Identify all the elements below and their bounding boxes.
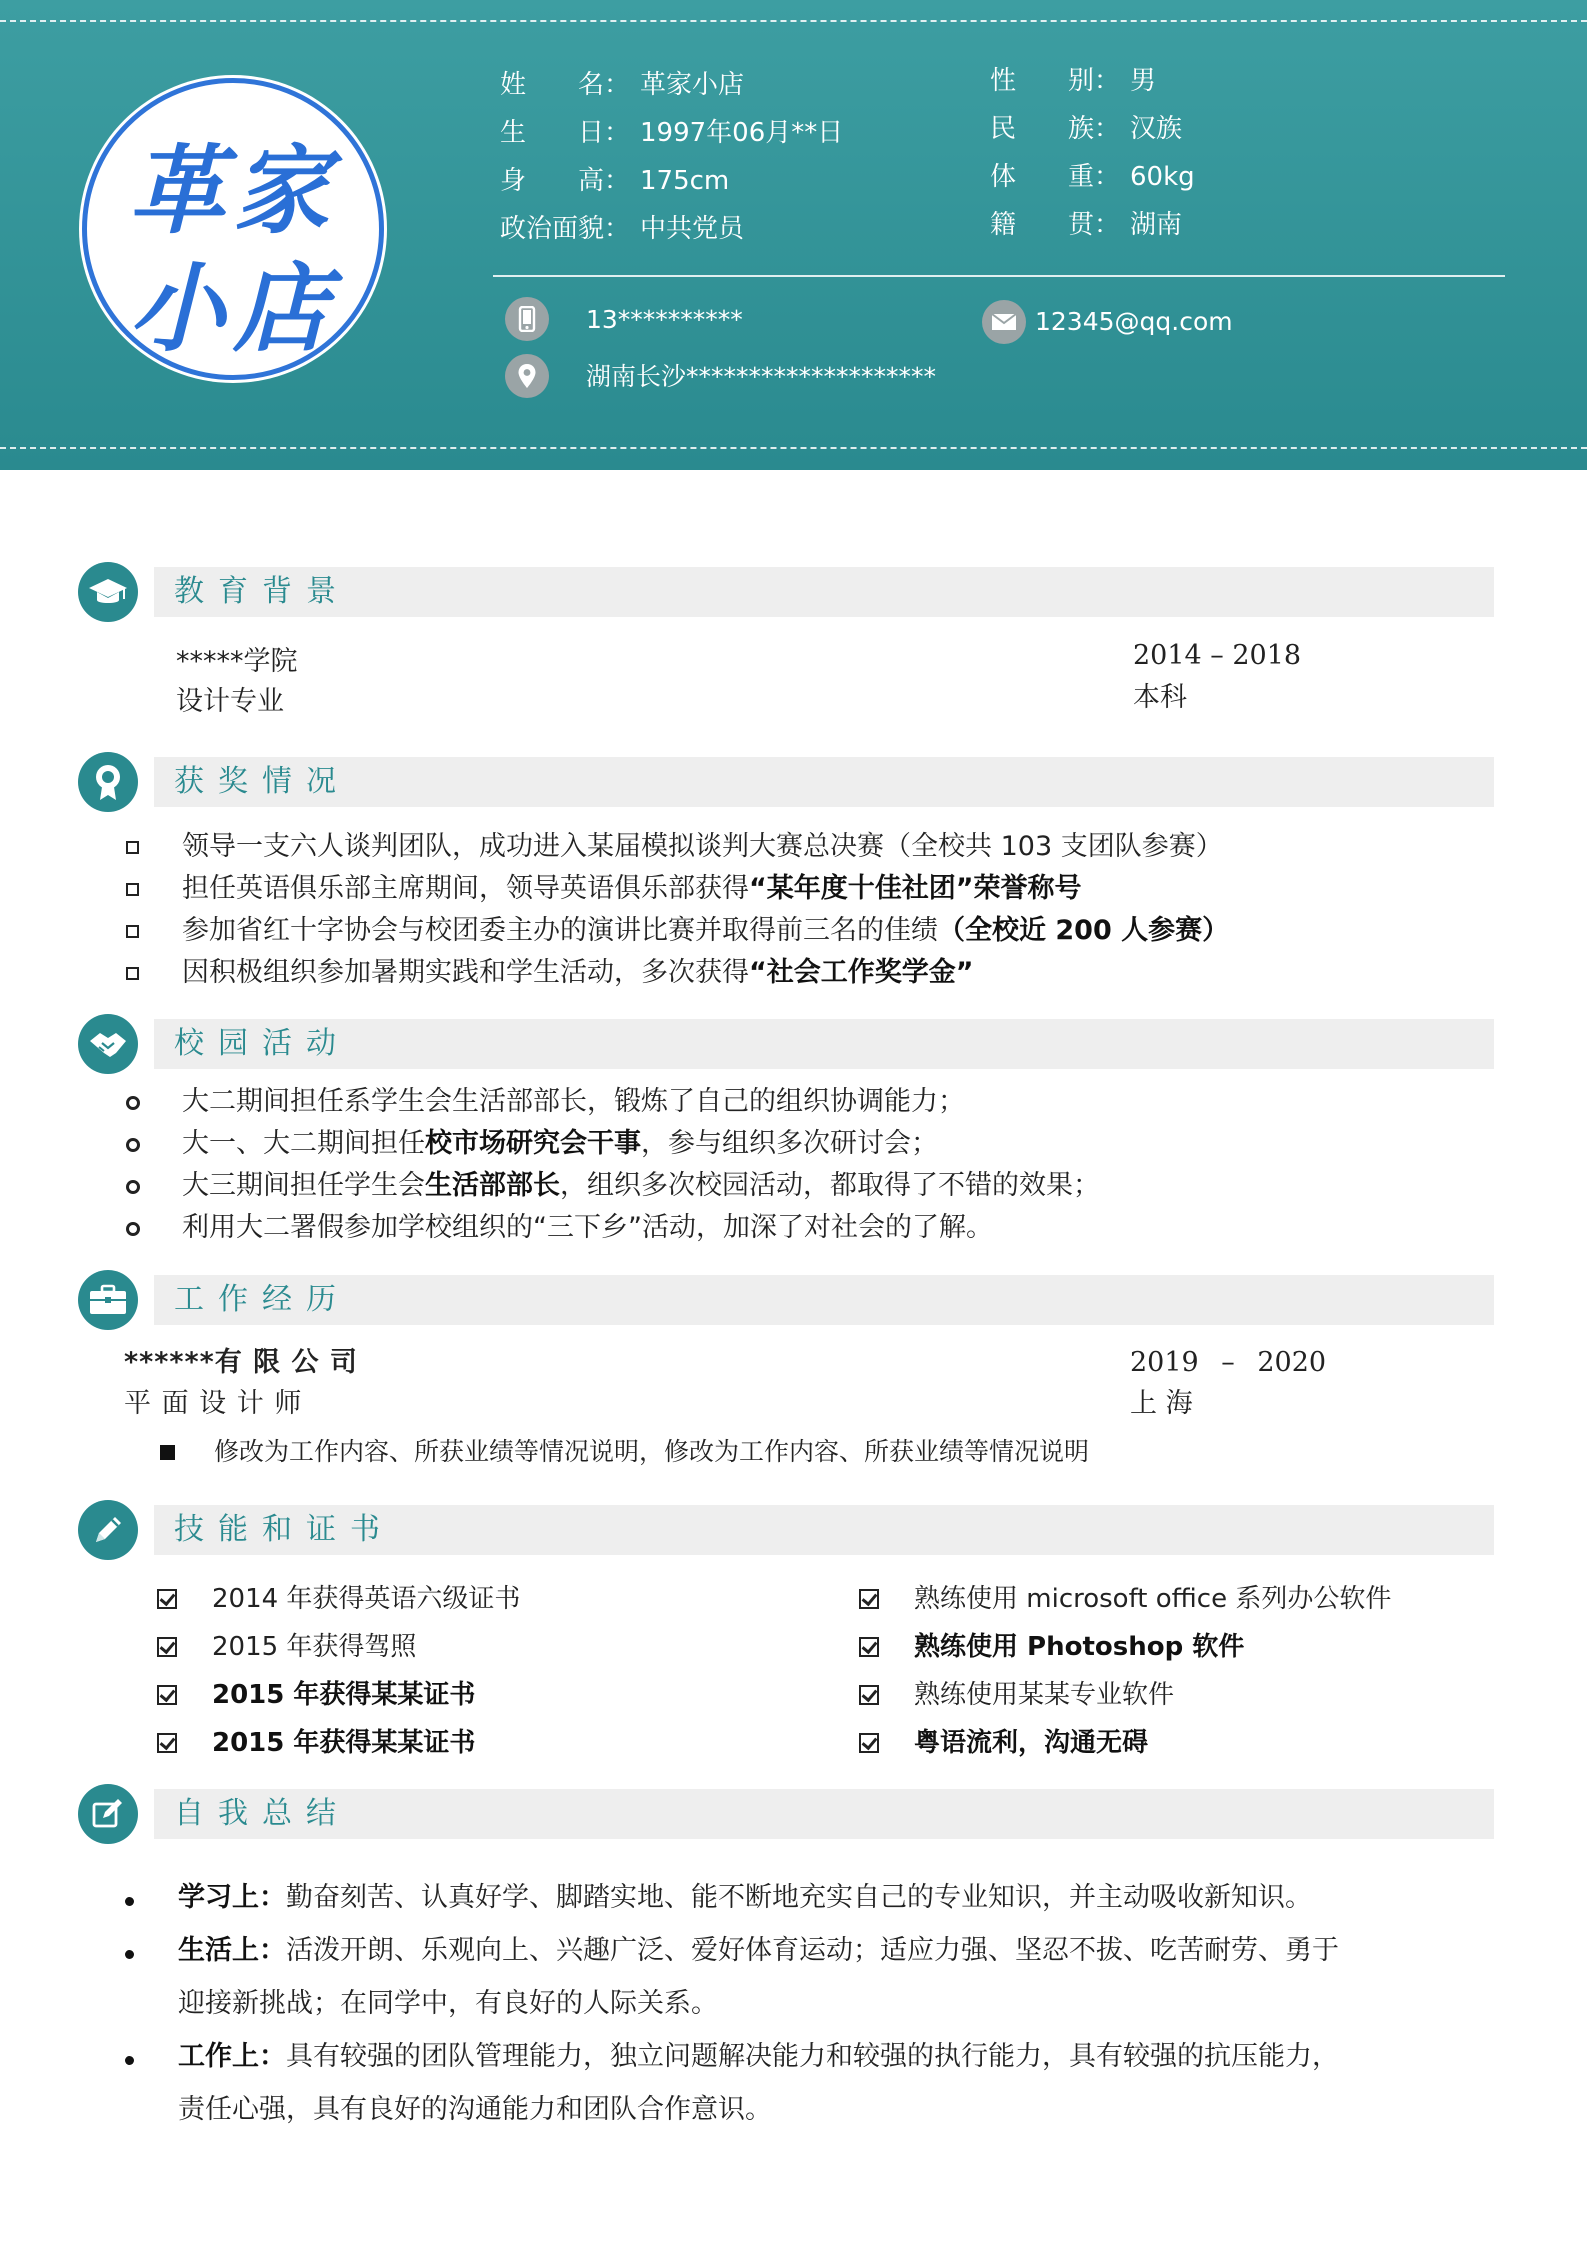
section-work-bar [154, 1275, 1494, 1325]
summary-life: 生活上：活泼开朗、乐观向上、兴趣广泛、爱好体育运动；适应力强、坚忍不拔、吃苦耐劳、勇于 [178, 1935, 1339, 1966]
politics-value: 中共党员 [640, 214, 745, 244]
logo-text-line1: 革家 [129, 134, 337, 247]
skill-item: 熟练使用某某专业软件 [914, 1680, 1175, 1710]
award-item: 参加省红十字协会与校团委主办的演讲比赛并取得前三名的佳绩（全校近 200 人参赛） [182, 915, 1230, 946]
weight-value: 60kg [1130, 162, 1195, 192]
summary-work: 工作上：具有较强的团队管理能力，独立问题解决能力和较强的执行能力，具有较强的抗压能力， [178, 2041, 1339, 2072]
section-summary-bar [154, 1789, 1494, 1839]
section-awards-bar [154, 757, 1494, 807]
section-campus-bar [154, 1019, 1494, 1069]
skill-item: 熟练使用 Photoshop 软件 [914, 1632, 1245, 1662]
section-summary-title: 自我总结 [174, 1796, 350, 1831]
summary-bullet [125, 1897, 134, 1906]
skill-item: 2015 年获得某某证书 [212, 1680, 476, 1710]
award-bullet [126, 967, 139, 980]
origin-value: 湖南 [1130, 210, 1183, 240]
origin-label: 籍 贯： [990, 210, 1121, 240]
name-label: 姓 名： [500, 70, 631, 100]
phone-number: 13********** [586, 305, 743, 334]
summary-life-cont: 迎接新挑战；在同学中，有良好的人际关系。 [178, 1988, 718, 2019]
dashed-border-bottom [0, 447, 1587, 449]
birth-label: 生 日： [500, 118, 631, 148]
gender-value: 男 [1130, 66, 1157, 96]
phone-icon [505, 297, 549, 341]
email-address: 12345@qq.com [1035, 307, 1233, 336]
checkbox-icon [157, 1685, 177, 1705]
major: 设计专业 [176, 686, 284, 717]
section-campus-title: 校园活动 [174, 1026, 350, 1061]
checkbox-icon [157, 1637, 177, 1657]
skill-item: 熟练使用 microsoft office 系列办公软件 [914, 1584, 1392, 1614]
work-bullet [160, 1445, 175, 1460]
weight-label: 体 重： [990, 162, 1121, 192]
location-pin-icon [505, 354, 549, 398]
checkbox-icon [157, 1589, 177, 1609]
checkbox-icon [859, 1637, 879, 1657]
award-item: 领导一支六人谈判团队，成功进入某届模拟谈判大赛总决赛（全校共 103 支团队参赛） [182, 831, 1223, 862]
section-skills-bar [154, 1505, 1494, 1555]
skill-item: 2015 年获得某某证书 [212, 1728, 476, 1758]
logo-text-line2: 小店 [129, 252, 337, 365]
skill-item: 2015 年获得驾照 [212, 1632, 417, 1662]
section-work-title: 工作经历 [174, 1282, 350, 1317]
handshake-icon [78, 1014, 138, 1074]
campus-item: 大二期间担任系学生会生活部部长，锻炼了自己的组织协调能力； [182, 1086, 965, 1117]
checkbox-icon [157, 1733, 177, 1753]
dashed-border-top [0, 20, 1587, 22]
height-value: 175cm [640, 166, 730, 196]
section-education-bar [154, 567, 1494, 617]
checkbox-icon [859, 1685, 879, 1705]
summary-bullet [125, 1950, 134, 1959]
award-bullet [126, 925, 139, 938]
campus-bullet [126, 1222, 140, 1236]
edit-icon [78, 1784, 138, 1844]
skill-item: 粤语流利，沟通无碍 [914, 1728, 1149, 1758]
degree: 本科 [1133, 682, 1187, 713]
ethnicity-value: 汉族 [1130, 114, 1183, 144]
section-education-title: 教育背景 [174, 574, 350, 609]
company-name: ******有 限 公 司 [124, 1347, 358, 1378]
birth-value: 1997年06月**日 [640, 118, 844, 148]
campus-item: 大三期间担任学生会生活部部长，组织多次校园活动，都取得了不错的效果； [182, 1170, 1100, 1201]
campus-bullet [126, 1180, 140, 1194]
job-position: 平 面 设 计 师 [124, 1388, 303, 1419]
height-label: 身 高： [500, 166, 631, 196]
envelope-icon [982, 300, 1026, 344]
section-awards-title: 获奖情况 [174, 764, 350, 799]
campus-item: 利用大二署假参加学校组织的“三下乡”活动，加深了对社会的了解。 [182, 1212, 993, 1243]
summary-study: 学习上：勤奋刻苦、认真好学、脚踏实地、能不断地充实自己的专业知识，并主动吸收新知识。 [178, 1882, 1312, 1913]
section-skills-title: 技能和证书 [174, 1512, 394, 1547]
summary-work-cont: 责任心强，具有良好的沟通能力和团队合作意识。 [178, 2094, 772, 2125]
award-bullet [126, 883, 139, 896]
medal-icon [78, 752, 138, 812]
campus-bullet [126, 1096, 140, 1110]
education-period: 2014 – 2018 [1133, 640, 1302, 671]
name-value: 革家小店 [640, 70, 745, 100]
graduation-cap-icon [78, 562, 138, 622]
summary-bullet [125, 2056, 134, 2065]
campus-bullet [126, 1138, 140, 1152]
award-bullet [126, 841, 139, 854]
gender-label: 性 别： [990, 66, 1121, 96]
pencil-icon [78, 1500, 138, 1560]
checkbox-icon [859, 1733, 879, 1753]
header-banner [0, 0, 1587, 470]
checkbox-icon [859, 1589, 879, 1609]
skill-item: 2014 年获得英语六级证书 [212, 1584, 521, 1614]
work-city: 上 海 [1130, 1388, 1193, 1419]
campus-item: 大一、大二期间担任校市场研究会干事，参与组织多次研讨会； [182, 1128, 938, 1159]
award-item: 担任英语俱乐部主席期间，领导英语俱乐部获得“某年度十佳社团”荣誉称号 [182, 873, 1082, 904]
address: 湖南长沙******************** [586, 362, 937, 391]
work-period: 2019 – 2020 [1130, 1347, 1327, 1378]
school-name: *****学院 [176, 646, 298, 677]
politics-label: 政治面貌： [500, 214, 631, 244]
ethnicity-label: 民 族： [990, 114, 1121, 144]
award-item: 因积极组织参加暑期实践和学生活动，多次获得“社会工作奖学金” [182, 957, 974, 988]
briefcase-icon [78, 1270, 138, 1330]
logo-seal [82, 78, 384, 380]
header-divider [493, 275, 1505, 277]
work-detail: 修改为工作内容、所获业绩等情况说明，修改为工作内容、所获业绩等情况说明 [214, 1437, 1090, 1466]
